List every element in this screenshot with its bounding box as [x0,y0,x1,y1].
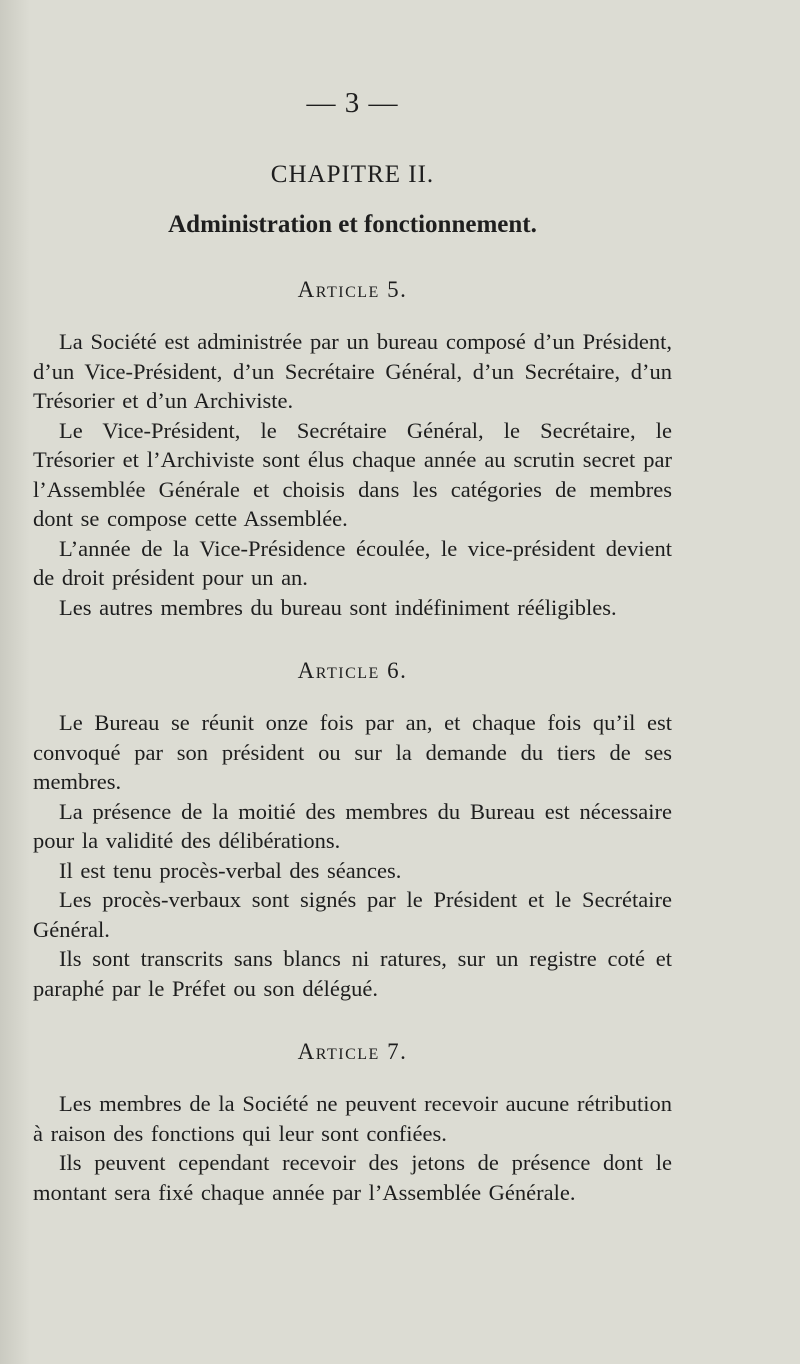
chapter-heading: CHAPITRE II. [270,161,435,188]
article-6 [33,656,672,1003]
paragraph: Le Vice-Président, le Secrétaire Général, le Secrétaire, le Trésorier et l’Archiviste sont élus chaque année au scrutin secret par l’Assemblée Générale et choisis dans les catégories de membres dont se compose cette Assemblée. [33,417,672,531]
paragraph: Le Bureau se réunit onze fois par an, et chaque fois qu’il est convoqué par son président ou sur la demande du tiers de ses membres. [33,710,672,794]
article-heading: Article 6. [297,658,408,683]
article-5 [33,275,672,622]
paragraph: Les membres de la Société ne peuvent recevoir aucune rétribution à raison des fonctions qui leur sont confiées. [33,1091,672,1146]
page-number: — 3 — [306,87,399,119]
paragraph: Les autres membres du bureau sont indéfiniment rééligibles. [59,594,617,620]
article-7 [33,1037,672,1207]
paragraph: L’année de la Vice-Présidence écoulée, le vice-président devient de droit président pour un an. [33,535,672,590]
paragraph: Il est tenu procès-verbal des séances. [59,857,402,883]
paragraph: Les procès-verbaux sont signés par le Président et le Secrétaire Général. [33,887,672,942]
paragraph: La présence de la moitié des membres du Bureau est nécessaire pour la validité des délibérations. [33,798,672,853]
paragraph: Ils sont transcrits sans blancs ni ratures, sur un registre coté et paraphé par le Préfet ou son délégué. [33,946,672,1001]
paragraph: Ils peuvent cependant recevoir des jetons de présence dont le montant sera fixé chaque année par l’Assemblée Générale. [33,1150,672,1205]
article-heading: Article 7. [297,1039,408,1064]
section-title: Administration et fonctionnement. [168,211,537,238]
paragraph: La Société est administrée par un bureau composé d’un Président, d’un Vice-Président, d’un Secrétaire Général, d’un Secrétaire, d’un Trésorier et d’un Archiviste. [33,329,672,413]
article-heading: Article 5. [297,277,408,302]
